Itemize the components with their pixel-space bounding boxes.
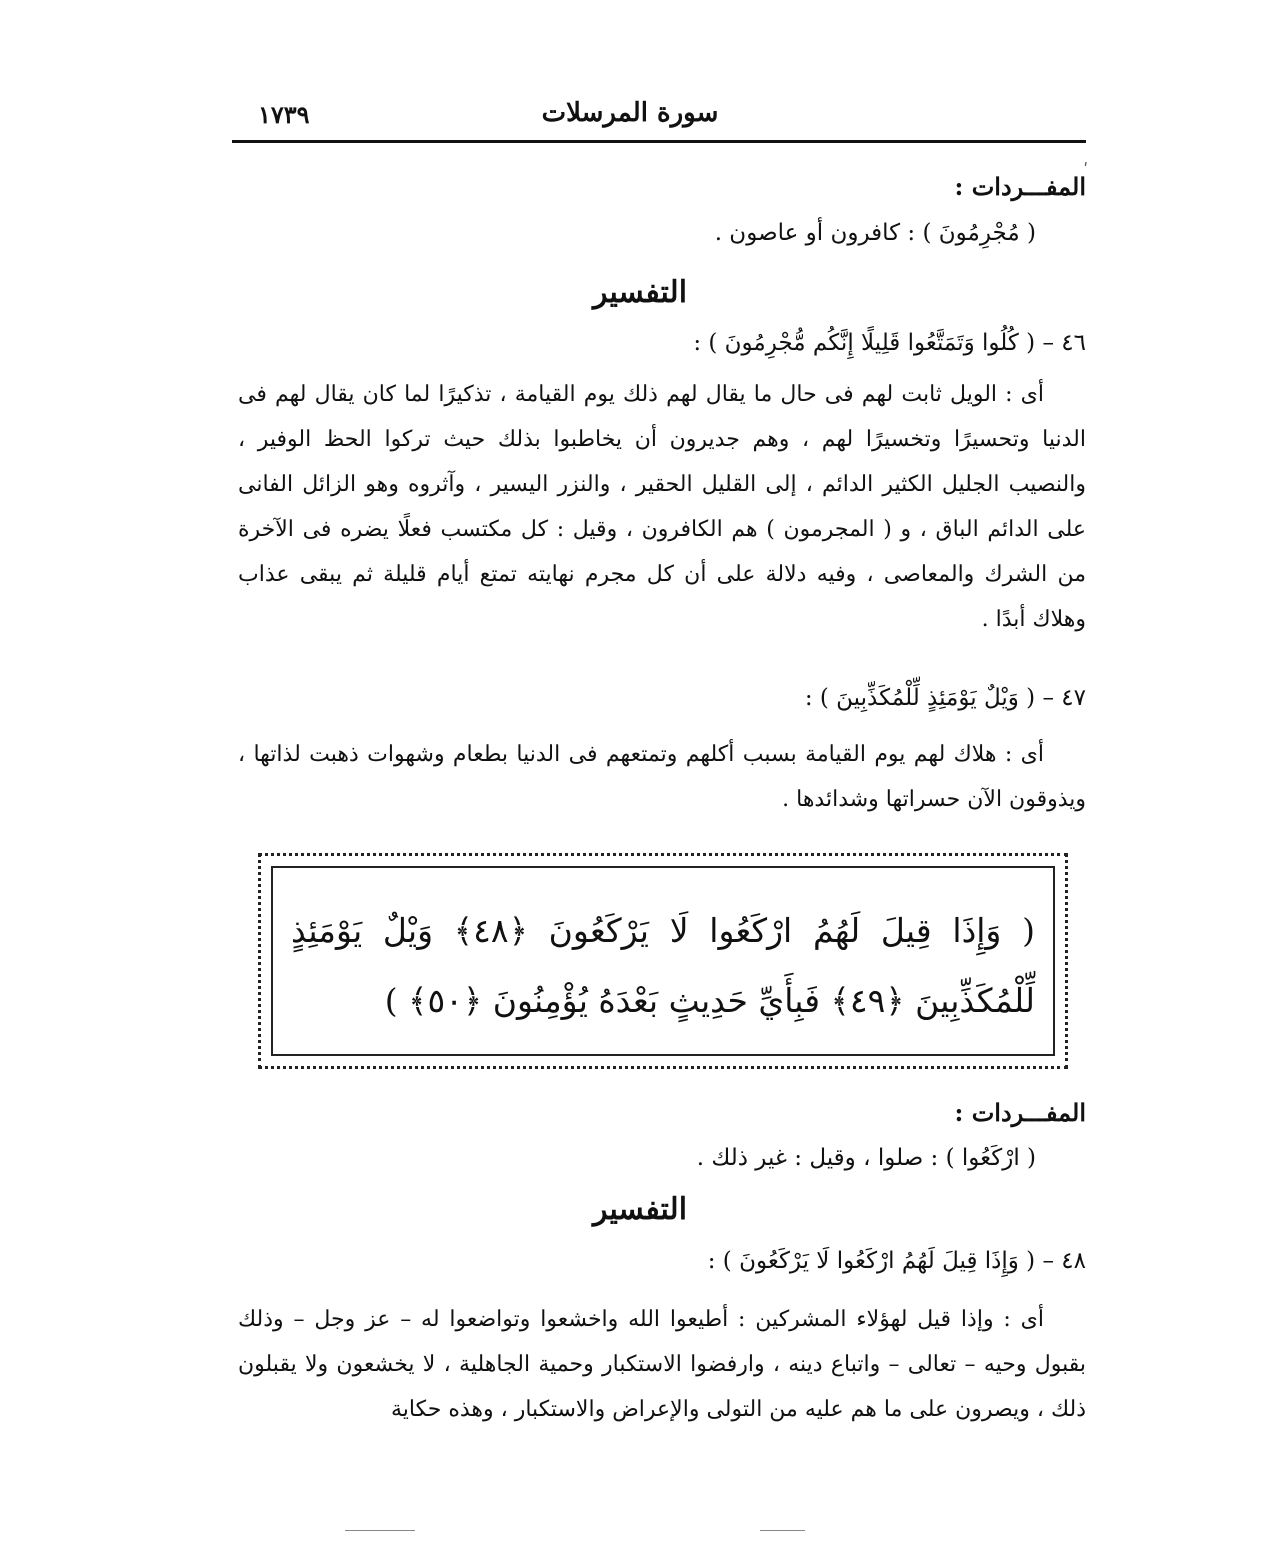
vocab-entry-1: ( مُجْرِمُونَ ) : كافرون أو عاصون . — [714, 220, 1036, 246]
surah-title: سورة المرسلات — [541, 98, 719, 128]
verse-47: ٤٧ – ( وَيْلٌ يَوْمَئِذٍ لِّلْمُكَذِّبِينَ ) : — [804, 685, 1086, 711]
commentary-48: أى : وإذا قيل لهؤلاء المشركين : أطيعوا الله واخشعوا وتواضعوا له – عز وجل – وذلك بقبول وحيه – تعالى – واتباع دينه ، وارفضوا الاستكبار وحمية الجاهلية ، لا يخشعون ولا يقبلون ذلك ، ويصرون على ما هم عليه من التولى والإعراض والاستكبار ، وهذه حكاية — [238, 1307, 1086, 1422]
quran-verses-text: ( وَإِذَا قِيلَ لَهُمُ ارْكَعُوا لَا يَرْكَعُونَ ﴿٤٨﴾ وَيْلٌ يَوْمَئِذٍ لِّلْمُكَذِّبِينَ ﴿٤٩﴾ فَبِأَيِّ حَدِيثٍ بَعْدَهُ يُؤْمِنُونَ ﴿٥٠﴾ ) — [291, 911, 1035, 1020]
verse-48: ٤٨ – ( وَإِذَا قِيلَ لَهُمُ ارْكَعُوا لَا يَرْكَعُونَ ) : — [707, 1248, 1086, 1274]
footer-mark-right — [760, 1530, 805, 1531]
vocab-heading-2: المفـــردات : — [954, 1098, 1086, 1127]
tafsir-heading-1: التفسير — [592, 275, 688, 310]
page-number: ١٧٣٩ — [258, 100, 310, 129]
vocab-entry-2: ( ارْكَعُوا ) : صلوا ، وقيل : غير ذلك . — [696, 1145, 1036, 1171]
commentary-47: أى : هلاك لهم يوم القيامة بسبب أكلهم وتمتعهم فى الدنيا بطعام وشهوات ذهبت لذاتها ، ويذوقون الآن حسراتها وشدائدها . — [238, 742, 1086, 812]
footer-mark-left — [345, 1530, 415, 1531]
tafsir-heading-2: التفسير — [592, 1192, 688, 1227]
commentary-46: أى : الويل ثابت لهم فى حال ما يقال لهم ذلك يوم القيامة ، تذكيرًا لما كان يقال لهم فى الدنيا وتحسيرًا وتخسيرًا لهم ، وهم جديرون أن يخاطبوا بذلك حيث تركوا الحظ الوفير ، والنصيب الجليل الكثير الدائم ، إلى القليل الحقير ، والنزر اليسير ، وآثروه وهو الزائل الفانى على الدائم الباق ، و ( المجرمون ) هم الكافرون ، وقيل : كل مكتسب فعلًا يضره فى الآخرة من الشرك والمعاصى ، وفيه دلالة على أن كل مجرم نهايته تمتع أيام قليلة ثم يبقى عذاب وهلاك أبدًا . — [238, 382, 1086, 632]
header-rule — [232, 140, 1086, 143]
vocab-heading-1: المفـــردات : — [954, 172, 1086, 201]
quran-verse-frame — [258, 853, 1068, 1069]
verse-46: ٤٦ – ( كُلُوا وَتَمَتَّعُوا قَلِيلًا إِنَّكُم مُّجْرِمُونَ ) : — [693, 330, 1086, 356]
margin-mark: ʹ — [1083, 160, 1088, 179]
